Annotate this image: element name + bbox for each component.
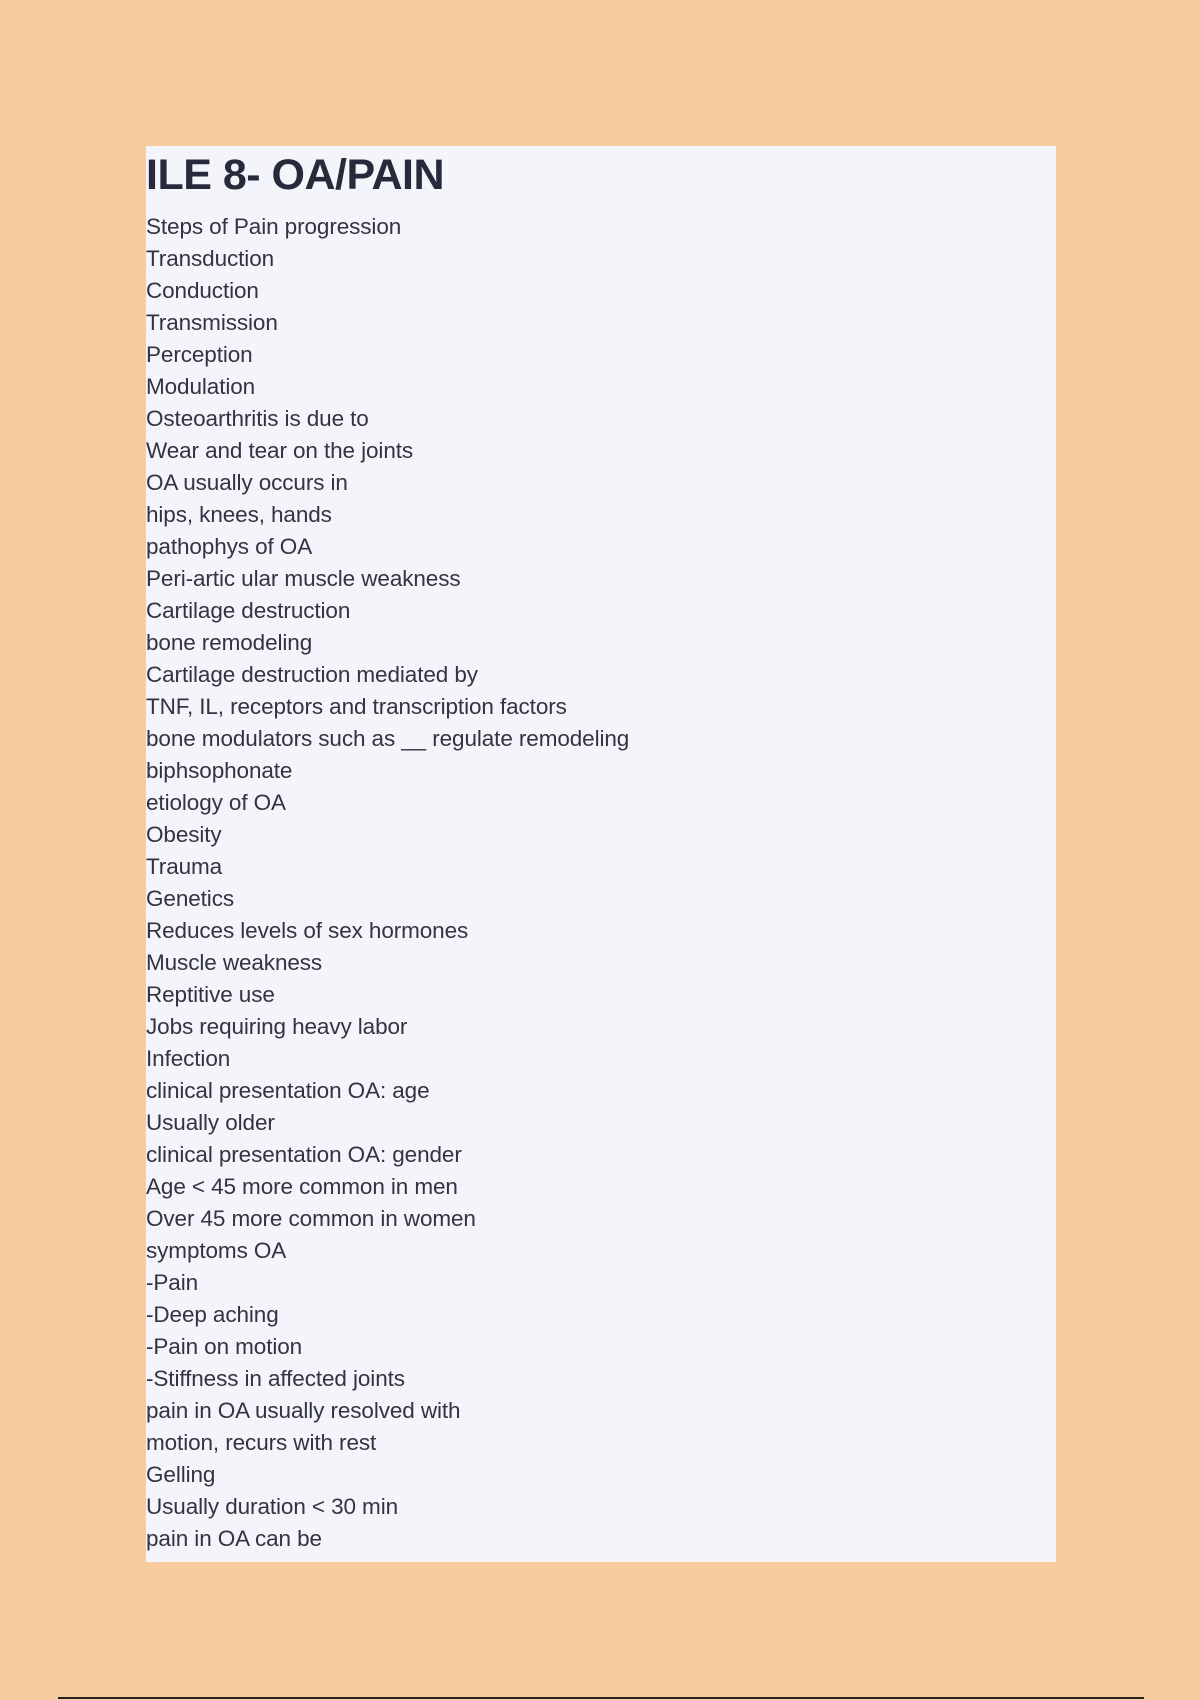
page-bottom-divider	[58, 1697, 1144, 1699]
document-line: Wear and tear on the joints	[146, 438, 414, 463]
document-line: symptoms OA	[146, 1238, 287, 1263]
document-line: Usually older	[146, 1110, 275, 1135]
document-line: pain in OA usually resolved with	[146, 1398, 461, 1423]
document-line-list	[146, 211, 629, 1555]
document-line: Modulation	[146, 374, 256, 399]
document-line: Reduces levels of sex hormones	[146, 918, 469, 943]
document-line: motion, recurs with rest	[146, 1430, 377, 1455]
document-line: bone modulators such as __ regulate remodeling	[146, 726, 630, 751]
document-line: clinical presentation OA: gender	[146, 1142, 462, 1167]
document-line: Cartilage destruction	[146, 598, 351, 623]
document-line: Peri-artic ular muscle weakness	[146, 566, 461, 591]
document-page	[146, 146, 1056, 1562]
document-line: -Pain on motion	[146, 1334, 303, 1359]
document-line: pathophys of OA	[146, 534, 313, 559]
document-title: ILE 8- OA/PAIN	[146, 151, 445, 199]
document-line: bone remodeling	[146, 630, 313, 655]
document-line: Steps of Pain progression	[146, 214, 402, 239]
document-line: Age < 45 more common in men	[146, 1174, 458, 1199]
document-line: Osteoarthritis is due to	[146, 406, 369, 431]
document-line: Jobs requiring heavy labor	[146, 1014, 408, 1039]
document-line: Trauma	[146, 854, 223, 879]
document-line: Over 45 more common in women	[146, 1206, 476, 1231]
document-line: biphsophonate	[146, 758, 293, 783]
document-line: Usually duration < 30 min	[146, 1494, 399, 1519]
document-line: Perception	[146, 342, 253, 367]
document-line: Conduction	[146, 278, 259, 303]
document-line: Genetics	[146, 886, 234, 911]
document-line: etiology of OA	[146, 790, 286, 815]
document-line: Gelling	[146, 1462, 216, 1487]
document-line: hips, knees, hands	[146, 502, 332, 527]
document-line: -Deep aching	[146, 1302, 279, 1327]
document-line: Obesity	[146, 822, 222, 847]
document-line: pain in OA can be	[146, 1526, 322, 1551]
document-line: Transmission	[146, 310, 278, 335]
document-line: Muscle weakness	[146, 950, 323, 975]
document-line: Infection	[146, 1046, 231, 1071]
document-line: -Stiffness in affected joints	[146, 1366, 405, 1391]
document-line: OA usually occurs in	[146, 470, 348, 495]
document-line: clinical presentation OA: age	[146, 1078, 430, 1103]
document-line: Cartilage destruction mediated by	[146, 662, 478, 687]
document-line: TNF, IL, receptors and transcription factors	[146, 694, 567, 719]
document-line: Reptitive use	[146, 982, 275, 1007]
document-line: Transduction	[146, 246, 275, 271]
document-line: -Pain	[146, 1270, 199, 1295]
